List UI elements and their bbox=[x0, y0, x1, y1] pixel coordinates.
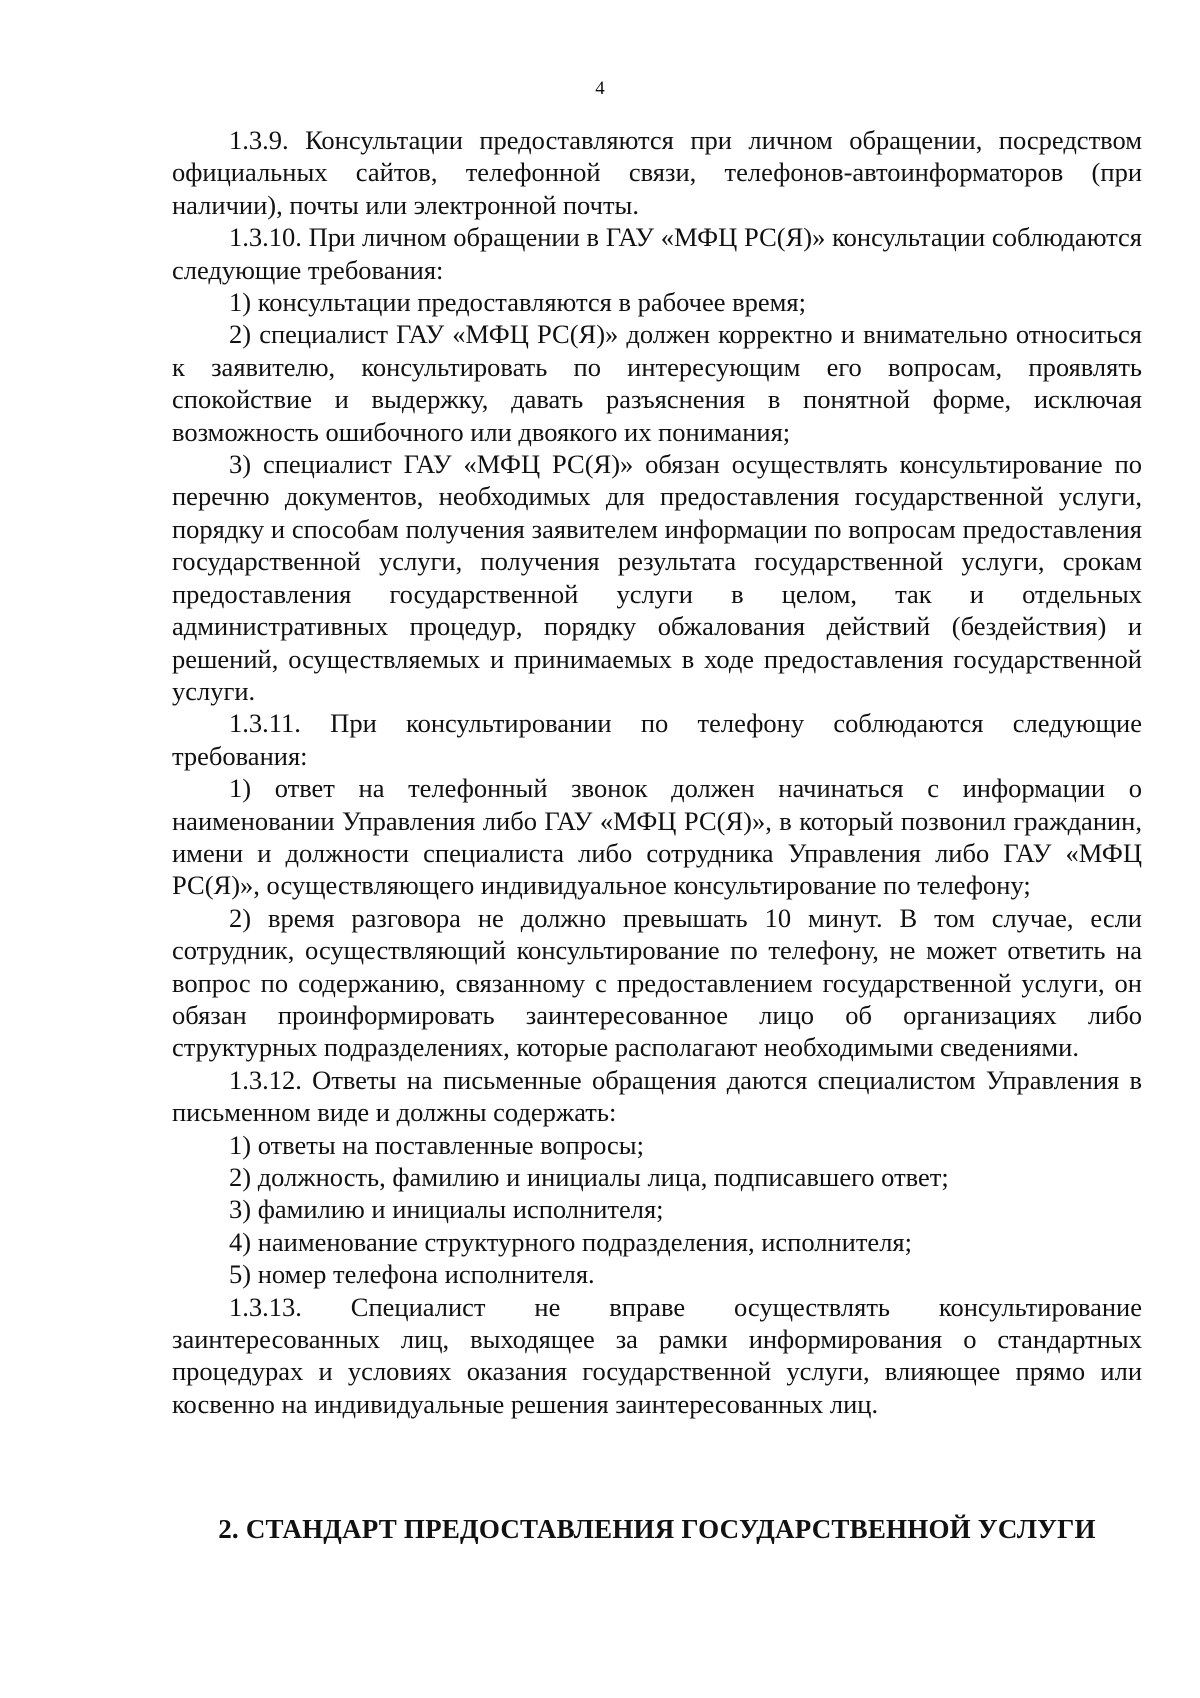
paragraph-1-3-12: 1.3.12. Ответы на письменные обращения даются специалистом Управления в письменном виде и должны содержать: bbox=[172, 1064, 1142, 1128]
list-item: 1) ответы на поставленные вопросы; bbox=[229, 1129, 644, 1160]
list-item: 3) фамилию и инициалы исполнителя; bbox=[229, 1194, 664, 1225]
list-item: 1) консультации предоставляются в рабочее время; bbox=[229, 287, 806, 318]
document-body bbox=[172, 124, 1142, 1420]
list-item: 2) должность, фамилию и инициалы лица, подписавшего ответ; bbox=[229, 1162, 949, 1192]
list-item: 1) ответ на телефонный звонок должен начинаться с информации о наименовании Управления либо ГАУ «МФЦ РС(Я)», в который позвонил гражданин, имени и должности специалиста либо сотрудника Управления либо ГАУ «МФЦ РС(Я)», осуществляющего индивидуальное консультирование по телефону; bbox=[172, 773, 1142, 901]
list-item: 2) время разговора не должно превышать 10 минут. В том случае, если сотрудник, осуществляющий консультирование по телефону, не может ответить на вопрос по содержанию, связанному с предоставлением государственной услуги, он обязан проинформировать заинтересованное лицо об организациях либо структурных подразделениях, которые располагают необходимыми сведениями. bbox=[172, 902, 1142, 1063]
page-number: 4 bbox=[595, 78, 605, 99]
section-heading: 2. СТАНДАРТ ПРЕДОСТАВЛЕНИЯ ГОСУДАРСТВЕННОЙ УСЛУГИ bbox=[218, 1514, 1096, 1544]
paragraph-1-3-11: 1.3.11. При консультировании по телефону соблюдаются следующие требования: bbox=[172, 708, 1142, 771]
list-item: 4) наименование структурного подразделения, исполнителя; bbox=[229, 1226, 912, 1257]
paragraph-1-3-13: 1.3.13. Специалист не вправе осуществлять консультирование заинтересованных лиц, выходящее за рамки информирования о стандартных процедурах и условиях оказания государственной услуги, влияющее прямо или косвенно на индивидуальные решения заинтересованных лиц. bbox=[172, 1291, 1142, 1419]
list-item: 2) специалист ГАУ «МФЦ РС(Я)» должен корректно и внимательно относиться к заявителю, консультировать по интересующим его вопросам, проявлять спокойствие и выдержку, давать разъяснения в понятной форме, исключая возможность ошибочного или двоякого их понимания; bbox=[172, 319, 1142, 447]
paragraph-1-3-9: 1.3.9. Консультации предоставляются при личном обращении, посредством официальных сайтов, телефонной связи, телефонов-автоинформаторов (при наличии), почты или электронной почты. bbox=[172, 125, 1142, 220]
paragraph-1-3-10: 1.3.10. При личном обращении в ГАУ «МФЦ РС(Я)» консультации соблюдаются следующие требования: bbox=[172, 222, 1142, 285]
list-item: 3) специалист ГАУ «МФЦ РС(Я)» обязан осуществлять консультирование по перечню документов, необходимых для предоставления государственной услуги, порядку и способам получения заявителем информации по вопросам предоставления государственной услуги, получения результата государственной услуги, срокам предоставления государственной услуги в целом, так и отдельных административных процедур, порядку обжалования действий (бездействия) и решений, осуществляемых и принимаемых в ходе предоставления государственной услуги. bbox=[172, 449, 1142, 706]
list-item: 5) номер телефона исполнителя. bbox=[229, 1259, 595, 1290]
